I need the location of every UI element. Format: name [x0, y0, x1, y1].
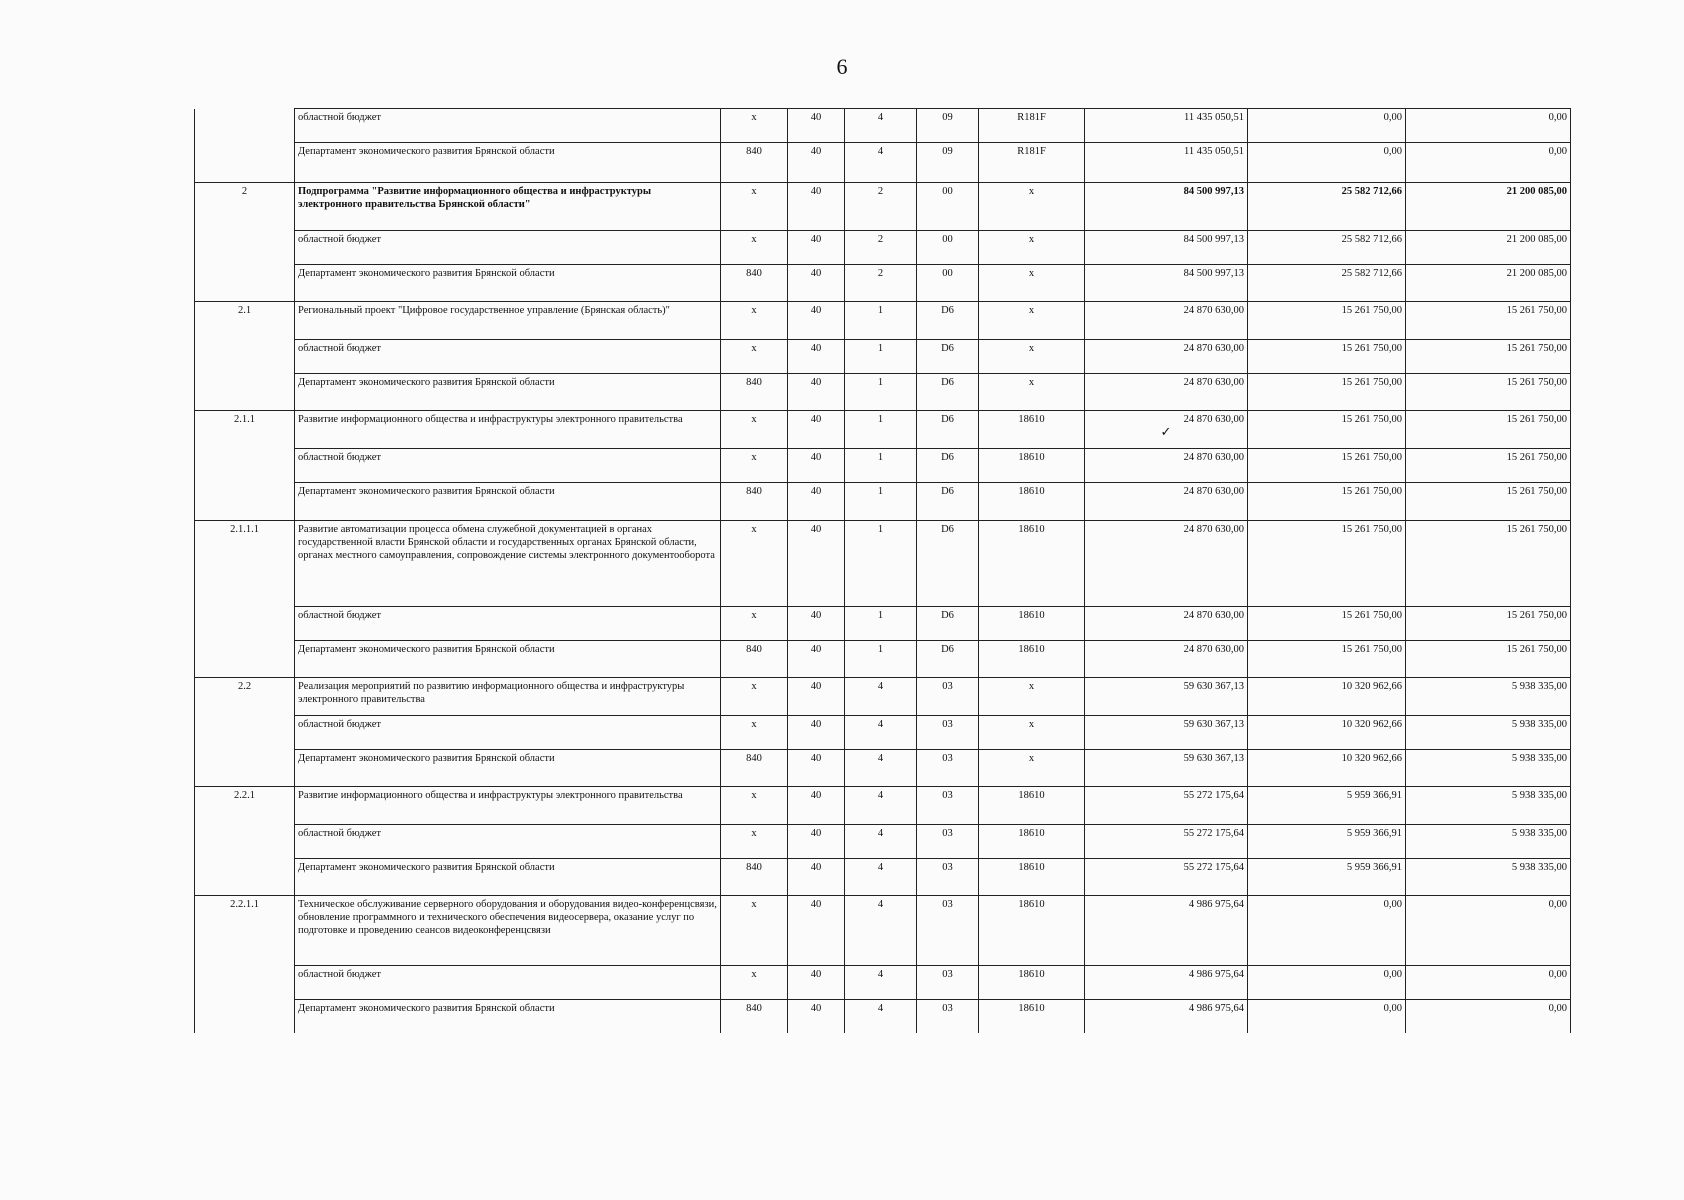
program-code: 40	[788, 896, 845, 966]
program-code: 40	[788, 750, 845, 787]
amount-year-2: 15 261 750,00	[1248, 641, 1406, 678]
amount-year-3: 21 200 085,00	[1406, 183, 1571, 231]
program-code: 40	[788, 787, 845, 825]
direction-code: x	[979, 678, 1085, 716]
program-code: 40	[788, 483, 845, 521]
table-row	[195, 302, 1571, 340]
subprogram-code: 1	[845, 483, 917, 521]
row-number	[195, 374, 295, 411]
main-event-code: 00	[917, 231, 979, 265]
amount-year-2: 15 261 750,00	[1248, 340, 1406, 374]
direction-code: 18610	[979, 825, 1085, 859]
table-row	[195, 183, 1571, 231]
grbs-code: x	[721, 678, 788, 716]
amount-year-3: 0,00	[1406, 1000, 1571, 1033]
main-event-code: 03	[917, 1000, 979, 1033]
program-code: 40	[788, 265, 845, 302]
row-name: Развитие автоматизации процесса обмена служебной документацией в органах государственной власти Брянской области и государственных органах Брянской области, органах местного самоуправления, сопровождение системы электронного документооборота	[295, 521, 721, 607]
grbs-code: x	[721, 183, 788, 231]
amount-year-2: 0,00	[1248, 966, 1406, 1000]
program-code: 40	[788, 966, 845, 1000]
amount-year-1: 11 435 050,51	[1085, 109, 1248, 143]
grbs-code: 840	[721, 143, 788, 183]
row-name: Подпрограмма "Развитие информационного общества и инфраструктуры электронного правительства Брянской области"	[295, 183, 721, 231]
subprogram-code: 1	[845, 411, 917, 449]
table-row	[195, 787, 1571, 825]
row-name: Департамент экономического развития Брянской области	[295, 750, 721, 787]
table-row	[195, 411, 1571, 449]
direction-code: 18610	[979, 411, 1085, 449]
main-event-code: D6	[917, 483, 979, 521]
amount-year-2: 10 320 962,66	[1248, 750, 1406, 787]
amount-year-2: 5 959 366,91	[1248, 859, 1406, 896]
main-event-code: D6	[917, 449, 979, 483]
program-code: 40	[788, 859, 845, 896]
row-name: Департамент экономического развития Брянской области	[295, 641, 721, 678]
direction-code: x	[979, 750, 1085, 787]
amount-year-1: 59 630 367,13	[1085, 678, 1248, 716]
table-row	[195, 607, 1571, 641]
subprogram-code: 4	[845, 859, 917, 896]
subprogram-code: 4	[845, 1000, 917, 1033]
direction-code: x	[979, 183, 1085, 231]
subprogram-code: 1	[845, 302, 917, 340]
amount-year-1: 84 500 997,13	[1085, 265, 1248, 302]
table-row	[195, 265, 1571, 302]
row-number	[195, 231, 295, 265]
subprogram-code: 1	[845, 521, 917, 607]
row-number	[195, 1000, 295, 1033]
main-event-code: D6	[917, 411, 979, 449]
amount-year-3: 0,00	[1406, 896, 1571, 966]
row-name: Развитие информационного общества и инфраструктуры электронного правительства	[295, 787, 721, 825]
grbs-code: x	[721, 825, 788, 859]
direction-code: 18610	[979, 966, 1085, 1000]
amount-year-2: 10 320 962,66	[1248, 678, 1406, 716]
row-name: Региональный проект "Цифровое государственное управление (Брянская область)"	[295, 302, 721, 340]
direction-code: 18610	[979, 607, 1085, 641]
main-event-code: 03	[917, 678, 979, 716]
amount-year-1: 24 870 630,00	[1085, 302, 1248, 340]
amount-year-1: 24 870 630,00 ✓	[1085, 411, 1248, 449]
main-event-code: D6	[917, 521, 979, 607]
row-number: 2	[195, 183, 295, 231]
program-code: 40	[788, 716, 845, 750]
amount-year-2: 0,00	[1248, 896, 1406, 966]
program-code: 40	[788, 411, 845, 449]
table-row	[195, 374, 1571, 411]
direction-code: x	[979, 231, 1085, 265]
main-event-code: 00	[917, 183, 979, 231]
subprogram-code: 1	[845, 449, 917, 483]
grbs-code: x	[721, 340, 788, 374]
amount-year-1: 4 986 975,64	[1085, 1000, 1248, 1033]
amount-year-3: 15 261 750,00	[1406, 374, 1571, 411]
grbs-code: x	[721, 607, 788, 641]
main-event-code: 03	[917, 966, 979, 1000]
amount-year-1: 11 435 050,51	[1085, 143, 1248, 183]
row-number	[195, 825, 295, 859]
subprogram-code: 1	[845, 607, 917, 641]
row-name: областной бюджет	[295, 716, 721, 750]
program-code: 40	[788, 183, 845, 231]
amount-year-3: 15 261 750,00	[1406, 607, 1571, 641]
row-number: 2.1.1.1	[195, 521, 295, 607]
amount-year-1: 24 870 630,00	[1085, 483, 1248, 521]
amount-year-2: 25 582 712,66	[1248, 231, 1406, 265]
page-number: 6	[836, 54, 848, 79]
direction-code: 18610	[979, 1000, 1085, 1033]
grbs-code: x	[721, 449, 788, 483]
subprogram-code: 1	[845, 641, 917, 678]
table-row	[195, 1000, 1571, 1033]
amount-year-3: 5 938 335,00	[1406, 678, 1571, 716]
direction-code: x	[979, 340, 1085, 374]
row-name: областной бюджет	[295, 966, 721, 1000]
table-row	[195, 340, 1571, 374]
program-code: 40	[788, 607, 845, 641]
amount-year-3: 5 938 335,00	[1406, 750, 1571, 787]
table-row	[195, 966, 1571, 1000]
amount-year-2: 25 582 712,66	[1248, 183, 1406, 231]
main-event-code: D6	[917, 607, 979, 641]
amount-year-3: 15 261 750,00	[1406, 449, 1571, 483]
amount-year-2: 15 261 750,00	[1248, 607, 1406, 641]
amount-year-3: 5 938 335,00	[1406, 859, 1571, 896]
amount-year-1: 59 630 367,13	[1085, 716, 1248, 750]
grbs-code: 840	[721, 483, 788, 521]
amount-year-2: 15 261 750,00	[1248, 302, 1406, 340]
subprogram-code: 4	[845, 716, 917, 750]
amount-year-2: 15 261 750,00	[1248, 449, 1406, 483]
amount-year-3: 21 200 085,00	[1406, 231, 1571, 265]
amount-year-1: 24 870 630,00	[1085, 607, 1248, 641]
subprogram-code: 4	[845, 825, 917, 859]
row-number	[195, 143, 295, 183]
row-number	[195, 607, 295, 641]
amount-year-1: 59 630 367,13	[1085, 750, 1248, 787]
grbs-code: 840	[721, 265, 788, 302]
direction-code: 18610	[979, 859, 1085, 896]
row-number: 2.2.1	[195, 787, 295, 825]
main-event-code: D6	[917, 302, 979, 340]
row-number	[195, 716, 295, 750]
row-name: Департамент экономического развития Брянской области	[295, 483, 721, 521]
subprogram-code: 4	[845, 787, 917, 825]
program-code: 40	[788, 143, 845, 183]
table-row	[195, 521, 1571, 607]
row-number	[195, 750, 295, 787]
main-event-code: D6	[917, 340, 979, 374]
amount-year-1: 55 272 175,64	[1085, 787, 1248, 825]
subprogram-code: 2	[845, 231, 917, 265]
subprogram-code: 4	[845, 143, 917, 183]
main-event-code: 03	[917, 716, 979, 750]
direction-code: R181F	[979, 109, 1085, 143]
subprogram-code: 4	[845, 896, 917, 966]
amount-year-2: 25 582 712,66	[1248, 265, 1406, 302]
main-event-code: D6	[917, 641, 979, 678]
subprogram-code: 1	[845, 340, 917, 374]
amount-year-2: 15 261 750,00	[1248, 483, 1406, 521]
main-event-code: 03	[917, 825, 979, 859]
row-number	[195, 483, 295, 521]
amount-year-1: 24 870 630,00	[1085, 340, 1248, 374]
table-row	[195, 896, 1571, 966]
program-code: 40	[788, 521, 845, 607]
row-name: областной бюджет	[295, 340, 721, 374]
main-event-code: 00	[917, 265, 979, 302]
amount-year-2: 5 959 366,91	[1248, 825, 1406, 859]
subprogram-code: 2	[845, 265, 917, 302]
amount-year-1: 55 272 175,64	[1085, 859, 1248, 896]
grbs-code: 840	[721, 641, 788, 678]
table-row	[195, 641, 1571, 678]
main-event-code: 03	[917, 896, 979, 966]
amount-year-2: 15 261 750,00	[1248, 411, 1406, 449]
subprogram-code: 4	[845, 678, 917, 716]
amount-year-2: 15 261 750,00	[1248, 374, 1406, 411]
program-code: 40	[788, 678, 845, 716]
grbs-code: 840	[721, 750, 788, 787]
direction-code: 18610	[979, 896, 1085, 966]
amount-year-3: 15 261 750,00	[1406, 411, 1571, 449]
grbs-code: 840	[721, 859, 788, 896]
row-name: областной бюджет	[295, 231, 721, 265]
direction-code: x	[979, 716, 1085, 750]
grbs-code: x	[721, 411, 788, 449]
program-code: 40	[788, 109, 845, 143]
main-event-code: 03	[917, 859, 979, 896]
program-code: 40	[788, 1000, 845, 1033]
amount-year-3: 15 261 750,00	[1406, 483, 1571, 521]
row-name: Департамент экономического развития Брянской области	[295, 265, 721, 302]
amount-year-1: 24 870 630,00	[1085, 521, 1248, 607]
row-number	[195, 265, 295, 302]
program-code: 40	[788, 302, 845, 340]
table-row	[195, 678, 1571, 716]
grbs-code: x	[721, 966, 788, 1000]
table-row	[195, 750, 1571, 787]
program-code: 40	[788, 449, 845, 483]
row-number	[195, 340, 295, 374]
program-code: 40	[788, 231, 845, 265]
row-number: 2.1.1	[195, 411, 295, 449]
table-row	[195, 825, 1571, 859]
amount-year-3: 15 261 750,00	[1406, 340, 1571, 374]
table-row	[195, 483, 1571, 521]
direction-code: 18610	[979, 521, 1085, 607]
subprogram-code: 4	[845, 966, 917, 1000]
amount-year-1: 4 986 975,64	[1085, 966, 1248, 1000]
check-mark-icon: ✓	[1160, 424, 1172, 439]
row-name: Реализация мероприятий по развитию информационного общества и инфраструктуры электронного правительства	[295, 678, 721, 716]
table-row	[195, 716, 1571, 750]
direction-code: x	[979, 302, 1085, 340]
amount-year-3: 15 261 750,00	[1406, 521, 1571, 607]
program-code: 40	[788, 374, 845, 411]
amount-year-2: 0,00	[1248, 109, 1406, 143]
amount-year-2: 0,00	[1248, 143, 1406, 183]
amount-year-3: 0,00	[1406, 109, 1571, 143]
subprogram-code: 1	[845, 374, 917, 411]
direction-code: x	[979, 265, 1085, 302]
amount-year-3: 0,00	[1406, 966, 1571, 1000]
amount-year-1: 24 870 630,00	[1085, 641, 1248, 678]
amount-year-1: 24 870 630,00	[1085, 374, 1248, 411]
amount-year-1: 84 500 997,13	[1085, 183, 1248, 231]
row-number: 2.2	[195, 678, 295, 716]
grbs-code: x	[721, 109, 788, 143]
amount-year-3: 21 200 085,00	[1406, 265, 1571, 302]
row-name: областной бюджет	[295, 607, 721, 641]
amount-year-3: 5 938 335,00	[1406, 825, 1571, 859]
row-name: Департамент экономического развития Брянской области	[295, 859, 721, 896]
program-code: 40	[788, 825, 845, 859]
row-name: Департамент экономического развития Брянской области	[295, 143, 721, 183]
row-name: Департамент экономического развития Брянской области	[295, 374, 721, 411]
grbs-code: x	[721, 716, 788, 750]
amount-year-1: 4 986 975,64	[1085, 896, 1248, 966]
main-event-code: 03	[917, 750, 979, 787]
direction-code: 18610	[979, 483, 1085, 521]
program-code: 40	[788, 340, 845, 374]
grbs-code: x	[721, 787, 788, 825]
subprogram-code: 4	[845, 750, 917, 787]
row-number: 2.2.1.1	[195, 896, 295, 966]
row-name: Развитие информационного общества и инфраструктуры электронного правительства	[295, 411, 721, 449]
row-name: Техническое обслуживание серверного оборудования и оборудования видео-конференцсвязи, обновление программного и технического обеспечения видеосервера, оказание услуг по подготовке и проведению сеансов видеоконференцсвязи	[295, 896, 721, 966]
direction-code: 18610	[979, 787, 1085, 825]
grbs-code: x	[721, 302, 788, 340]
amount-year-3: 15 261 750,00	[1406, 641, 1571, 678]
table-row	[195, 143, 1571, 183]
amount-year-1: 24 870 630,00	[1085, 449, 1248, 483]
amount-year-3: 5 938 335,00	[1406, 787, 1571, 825]
direction-code: 18610	[979, 449, 1085, 483]
direction-code: 18610	[979, 641, 1085, 678]
table-row	[195, 859, 1571, 896]
subprogram-code: 4	[845, 109, 917, 143]
amount-year-1: 84 500 997,13	[1085, 231, 1248, 265]
row-name: областной бюджет	[295, 109, 721, 143]
row-name: областной бюджет	[295, 449, 721, 483]
direction-code: R181F	[979, 143, 1085, 183]
table-row	[195, 449, 1571, 483]
row-number	[195, 859, 295, 896]
row-name: Департамент экономического развития Брянской области	[295, 1000, 721, 1033]
main-event-code: 09	[917, 143, 979, 183]
amount-year-1: 55 272 175,64	[1085, 825, 1248, 859]
amount-year-3: 15 261 750,00	[1406, 302, 1571, 340]
amount-year-2: 0,00	[1248, 1000, 1406, 1033]
amount-year-2: 10 320 962,66	[1248, 716, 1406, 750]
main-event-code: 03	[917, 787, 979, 825]
program-code: 40	[788, 641, 845, 678]
amount-year-3: 0,00	[1406, 143, 1571, 183]
budget-table	[194, 108, 1571, 1033]
amount-year-3: 5 938 335,00	[1406, 716, 1571, 750]
table-row	[195, 231, 1571, 265]
row-number	[195, 449, 295, 483]
subprogram-code: 2	[845, 183, 917, 231]
row-number: 2.1	[195, 302, 295, 340]
direction-code: x	[979, 374, 1085, 411]
grbs-code: x	[721, 521, 788, 607]
amount-year-2: 15 261 750,00	[1248, 521, 1406, 607]
grbs-code: 840	[721, 374, 788, 411]
row-number	[195, 966, 295, 1000]
amount-year-2: 5 959 366,91	[1248, 787, 1406, 825]
grbs-code: 840	[721, 1000, 788, 1033]
grbs-code: x	[721, 896, 788, 966]
row-number	[195, 641, 295, 678]
main-event-code: 09	[917, 109, 979, 143]
row-name: областной бюджет	[295, 825, 721, 859]
row-number	[195, 109, 295, 143]
main-event-code: D6	[917, 374, 979, 411]
grbs-code: x	[721, 231, 788, 265]
table-row	[195, 109, 1571, 143]
